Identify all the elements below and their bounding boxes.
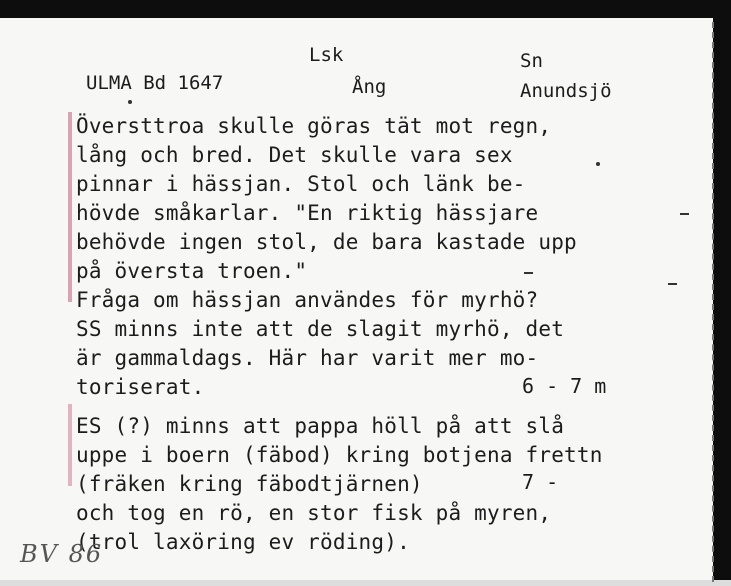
scan-top-border bbox=[0, 0, 731, 18]
margin-mark bbox=[68, 404, 72, 486]
text-line: Fråga om hässjan användes för myrhö? bbox=[76, 288, 539, 312]
text-line: och tog en rö, en stor fisk på myren, bbox=[76, 501, 552, 525]
text-line: behövde ingen stol, de bara kastade upp bbox=[76, 230, 577, 254]
text-line: lång och bred. Det skulle vara sex bbox=[76, 143, 513, 167]
text-line: är gammaldags. Här har varit mer mo- bbox=[76, 346, 539, 370]
text-line: Översttroa skulle göras tät mot regn, bbox=[76, 114, 552, 138]
archive-reference: ULMA Bd 1647 bbox=[86, 72, 224, 94]
scan-bottom-edge bbox=[0, 580, 731, 586]
measurement-range: 6 - 7 m bbox=[522, 374, 607, 398]
text-line: toriserat. bbox=[76, 375, 205, 399]
ink-mark bbox=[680, 213, 689, 215]
measurement-range: 7 - bbox=[522, 470, 559, 494]
text-line: (trol laxöring ev röding). bbox=[76, 530, 410, 554]
scan-right-border bbox=[713, 0, 731, 586]
text-line: uppe i boern (fäbod) kring botjena frettn bbox=[76, 443, 603, 467]
handwritten-note: BV 86 bbox=[20, 540, 104, 568]
ink-mark bbox=[668, 283, 677, 285]
ink-dot bbox=[128, 100, 132, 104]
parish-name: Anundsjö bbox=[520, 80, 612, 102]
text-line: SS minns inte att de slagit myrhö, det bbox=[76, 317, 565, 341]
text-line: ES (?) minns att pappa höll på att slå bbox=[76, 414, 565, 438]
text-line: (fräken kring fäbodtjärnen) bbox=[76, 472, 423, 496]
perforation-line bbox=[712, 22, 714, 582]
parish-abbr: Sn bbox=[520, 50, 543, 72]
text-line: på översta troen." bbox=[76, 259, 308, 283]
region-name: Ång bbox=[352, 76, 387, 98]
category-abbr: Lsk bbox=[309, 44, 344, 66]
text-line: hövde småkarlar. "En riktig hässjare bbox=[76, 201, 539, 225]
text-line: pinnar i hässjan. Stol och länk be- bbox=[76, 172, 526, 196]
margin-mark bbox=[68, 112, 72, 302]
